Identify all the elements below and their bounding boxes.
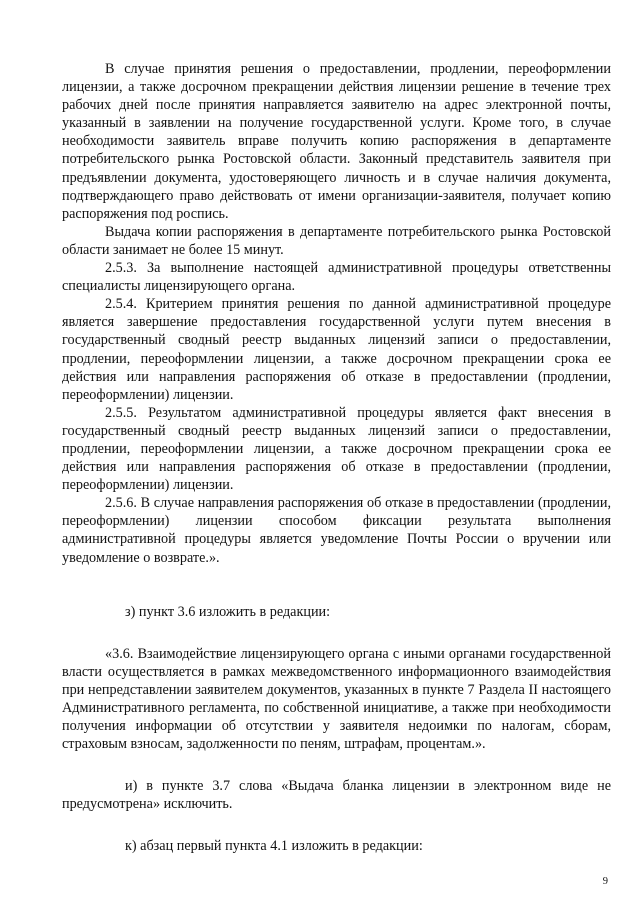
page-number: 9	[602, 876, 608, 887]
paragraph-copy-issuance-time: Выдача копии распоряжения в департаменте потребительского рынка Ростовской области занимает не более 15 минут.	[62, 223, 611, 258]
paragraph-item-z: з) пункт 3.6 изложить в редакции:	[125, 603, 331, 620]
paragraph-2-5-6: 2.5.6. В случае направления распоряжения об отказе в предоставлении (продлении, переоформлении) лицензии способом фиксации результата выполнения административной процедуры является уведомление Почты России о вручении или уведомление о возврате.».	[62, 495, 611, 566]
document-body	[62, 60, 611, 856]
paragraph-item-k: к) абзац первый пункта 4.1 изложить в редакции:	[125, 838, 423, 855]
paragraph-3-6: «3.6. Взаимодействие лицензирующего органа с иными органами государственной власти осуществляется в рамках межведомственного информационного взаимодействия при непредставлении заявителем документов, указанных в пункте 7 Раздела II настоящего Административного регламента, по собственной инициативе, а также при необходимости получения информации об отсутствии у заявителя недоимки по налогам, сборам, страховым взносам, задолженности по пеням, штрафам, процентам.».	[62, 645, 611, 753]
paragraph-item-i: и) в пункте 3.7 слова «Выдача бланка лицензии в электронном виде не предусмотрена» исключить.	[62, 778, 611, 813]
paragraph-2-5-3: 2.5.3. За выполнение настоящей административной процедуры ответственны специалисты лицензирующего органа.	[62, 260, 611, 295]
paragraph-decision-notification: В случае принятия решения о предоставлении, продлении, переоформлении лицензии, а также досрочном прекращении действия лицензии решение в течение трех рабочих дней после принятия направляется заявителю на адрес электронной почты, указанный в заявлении на получение государственной услуги. Кроме того, в случае необходимости заявитель вправе получить копию распоряжения в департаменте потребительского рынка Ростовской области. Законный представитель заявителя при предъявлении документа, удостоверяющего личность и в случае наличия документа, подтверждающего право действовать от имени организации-заявителя, получает копию распоряжения под роспись.	[62, 61, 611, 222]
paragraph-2-5-4: 2.5.4. Критерием принятия решения по данной административной процедуре является завершение предоставления государственной услуги путем внесения в государственный сводный реестр выданных лицензий записи о предоставлении, продлении, переоформлении лицензии, а также досрочном прекращении срока ее действия или направления распоряжения об отказе в предоставлении (продлении, переоформлении) лицензии.	[62, 296, 611, 403]
paragraph-2-5-5: 2.5.5. Результатом административной процедуры является факт внесения в государственный сводный реестр выданных лицензий записи о предоставлении, продлении, переоформлении лицензии, а также досрочном прекращении срока ее действия или направления распоряжения об отказе в предоставлении (продлении, переоформлении) лицензии.	[62, 404, 611, 494]
